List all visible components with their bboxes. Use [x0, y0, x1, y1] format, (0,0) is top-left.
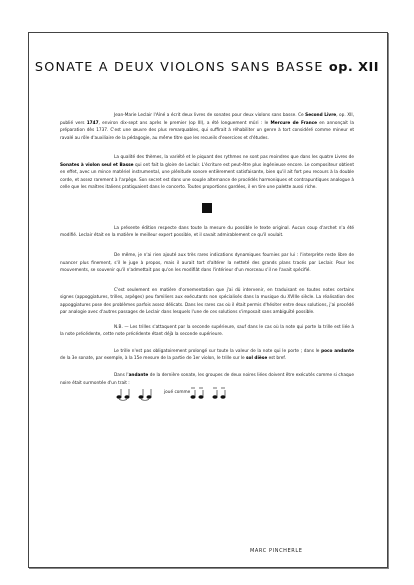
joue-comme-label: joué comme: [164, 390, 191, 396]
document-title: [34, 60, 380, 75]
paragraph-andante: [60, 372, 354, 387]
title-opus: op. XII: [328, 60, 380, 75]
paragraph-trill: [60, 348, 354, 363]
paragraph-qualities: [60, 154, 354, 192]
emphasis-poco-andante: poco andante: [321, 348, 355, 354]
text-run: en annonçait la préparation dès 1737. C'est une œuvre des plus remarquables, qui suffirait à réhabiliter un genre à tort considéré comme mineur et ravalé au rôle d'auxiliaire de la pédagogie, au même titre que les recueils d'exercices et d'études.: [60, 120, 355, 141]
emphasis-andante: andante: [128, 373, 149, 379]
paragraph-dynamics: De même, je n'ai rien ajouté aux très rares indications dynamiques fournies par lui : l'interprète reste libre de nuancer plus finement, s'il le juge à propos, mais il aurait tort d'altérer la netteté des grands plans tracés par Leclair. Pour les mouvements, se souvenir qu'il n'admettait pas qu'on les modifiât dans l'intérieur d'un morceau s'il ne l'avait spécifié.: [60, 253, 354, 274]
text-run: Jean-Marie Leclair l'Aîné a écrit deux livres de sonates pour deux violons sans basse. Ce: [114, 113, 306, 118]
text-run: , environ dix-sept ans après le premier (op III), a été longuement mûri : le: [98, 120, 271, 126]
author-signature: MARC PINCHERLE: [250, 548, 303, 554]
detached-quarter-notes-icon: [190, 387, 234, 401]
text-run: , op. XII, publié vers: [60, 113, 354, 126]
music-example: [60, 387, 354, 401]
emphasis-sol-diese: sol dièse: [246, 356, 268, 362]
paragraph-edition: La présente édition respecte dans toute la mesure du possible le texte original. Aucun coup d'archet n'a été modifié. Leclair était en la matière le meilleur expert possible, et il savait admirablement ce qu'il voulait.: [60, 225, 354, 239]
text-run: qui ont fait la gloire de Leclair. L'écriture est peut-être plus ingénieuse encore. Le compositeur obtient en effet, avec un mince matériel instrumental, une plénitude sonore entièrement satisfaisante, bien qu'il ait fort peu recours à la double corde, et assez rarement à l'arpège. Son secret est dans une souple alternance de procédés harmoniques et contrapuntiques analogue à celle que les maîtres italiens pratiquaient dans le concerto. Toutes proportions gardées, il en tire une palette aussi riche.: [60, 162, 354, 191]
emphasis-year: 1747: [86, 120, 99, 126]
tied-quarter-notes-icon: [116, 387, 160, 401]
paragraph-intro: [60, 112, 354, 142]
text-run: de la dernière sonate, les groupes de deux noires liées doivent être exécutés comme si chaque noire était surmontée d'un trait :: [60, 373, 354, 386]
text-run: Le trille n'est pas obligatoirement prolongé sur toute la valeur de la note qui le porte ; dans le: [114, 348, 322, 354]
document-body: [60, 112, 354, 401]
paragraph-nota-bene: N.B. — Les trilles s'attaquent par la seconde supérieure, sauf dans le cas où la note qui porte la trille est liée à la note précédente, cette note précédente étant déjà la seconde supérieure.: [60, 324, 354, 338]
paragraph-ornaments: C'est seulement en matière d'ornementation que j'ai dû intervenir, en traduisant en toutes notes certains signes (appoggiatures, trilles, arpèges) peu familiers aux exécutants non spécialisés dans la musique du XVIIIe siècle. La réalisation des appoggiatures pose des problèmes parfois assez délicats. Dans les rares cas où il était permis d'hésiter entre deux solutions, j'ai procédé par analogie avec d'autres passages de Leclair dans lesquels l'une de ces solutions s'imposait sans ambiguïté possible.: [60, 287, 354, 316]
emphasis-sonates: Sonates à violon seul et Basse: [60, 162, 134, 168]
emphasis-mercure: Mercure de France: [270, 120, 318, 126]
text-run: de la 3e sonate, par exemple, à la 15e mesure de la partie de 1er violon, le trille sur le: [60, 356, 247, 362]
emphasis-second-livre: Second Livre: [305, 113, 337, 118]
title-main: SONATE A DEUX VIOLONS SANS BASSE: [34, 60, 324, 75]
text-run: Dans l': [114, 373, 129, 379]
section-divider-square: [202, 203, 212, 213]
text-run: est bref.: [267, 356, 286, 362]
text-run: La qualité des thèmes, la variété et le piquant des rythmes ne sont pas moindres que dans les quatre Livres de: [114, 155, 354, 161]
